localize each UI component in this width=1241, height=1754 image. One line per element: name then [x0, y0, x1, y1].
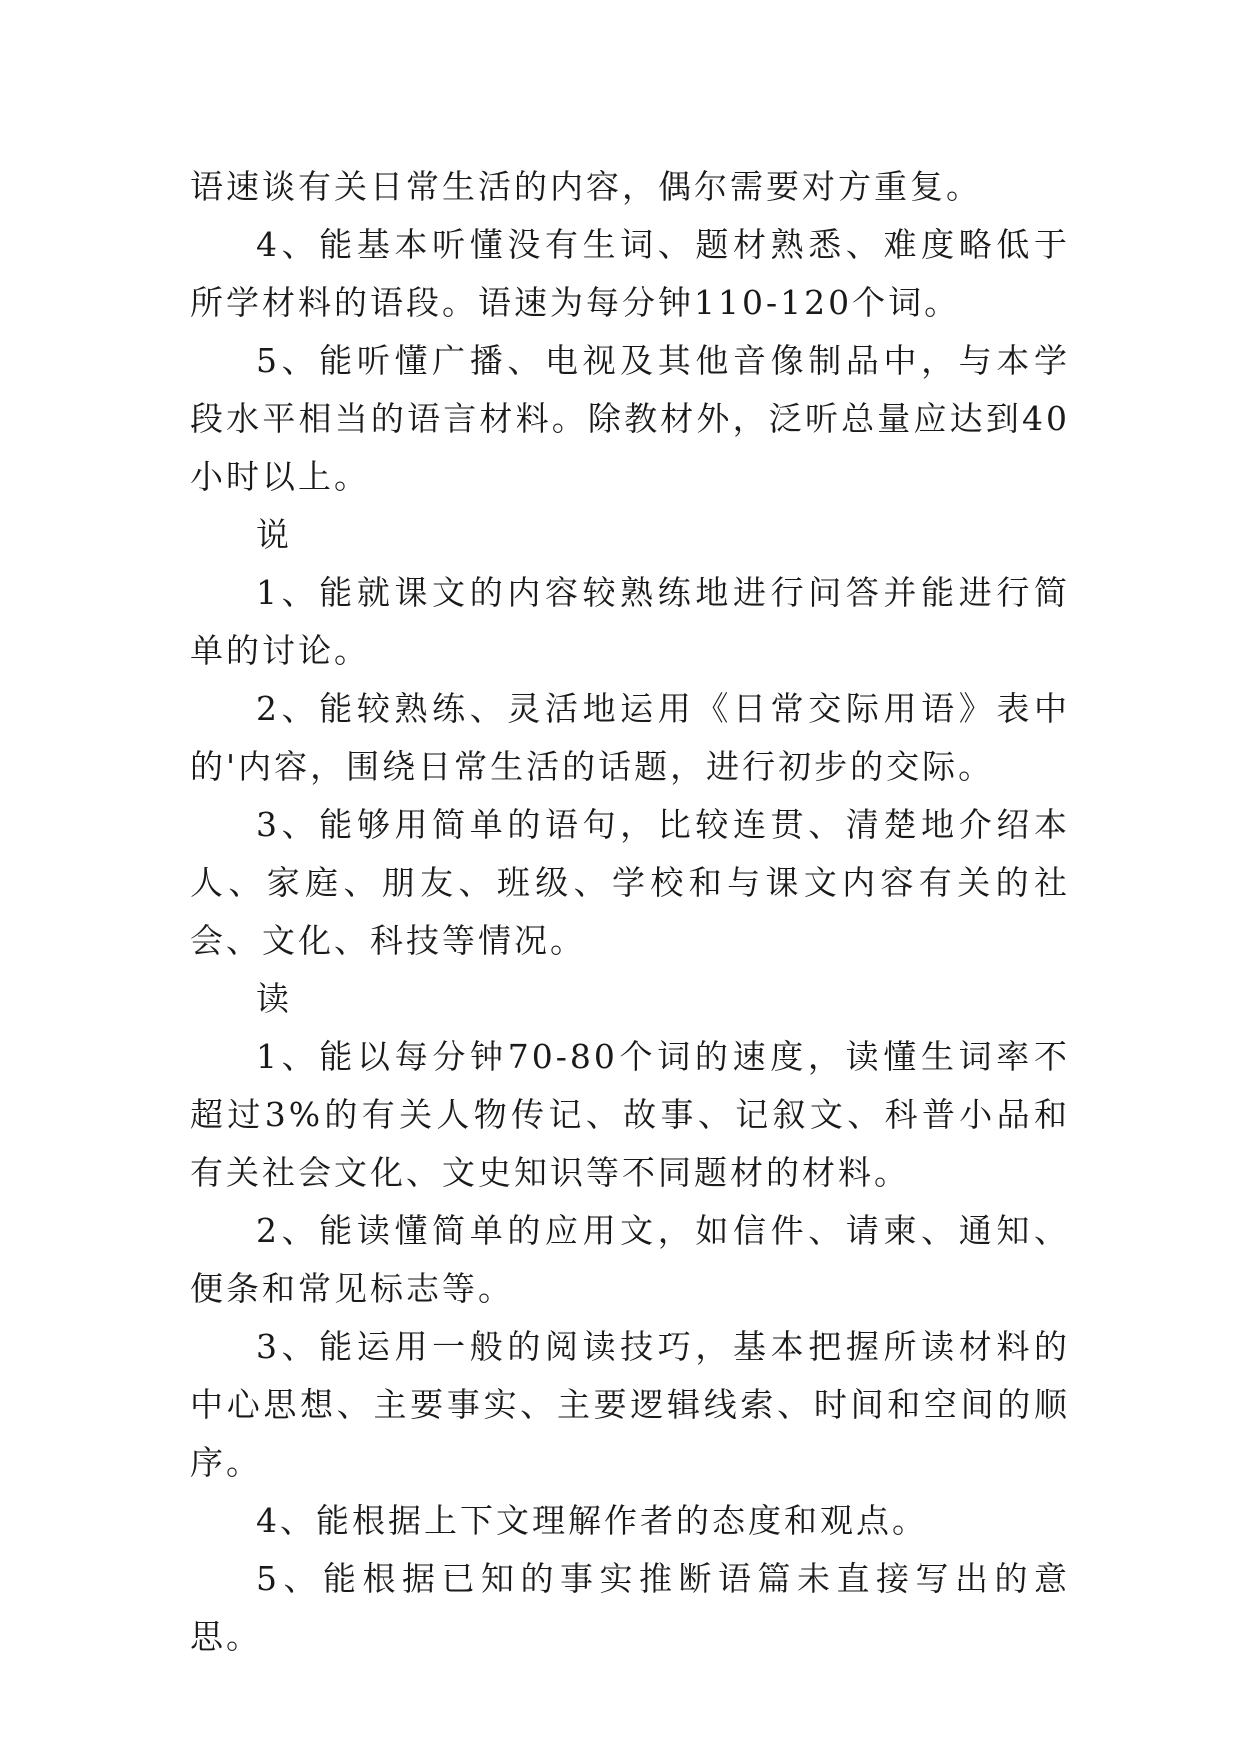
paragraph-reading-5: 5、能根据已知的事实推断语篇未直接写出的意思。 — [190, 1559, 1070, 1656]
paragraph-speaking-2: 2、能较熟练、灵活地运用《日常交际用语》表中的'内容，围绕日常生活的话题，进行初步的交际。 — [190, 689, 1070, 786]
section-heading-reading: 读 — [256, 979, 292, 1018]
paragraph-speaking-3: 3、能够用简单的语句，比较连贯、清楚地介绍本人、家庭、朋友、班级、学校和与课文内容有关的社会、文化、科技等情况。 — [190, 805, 1070, 960]
paragraph-listening-4: 4、能基本听懂没有生词、题材熟悉、难度略低于所学材料的语段。语速为每分钟110-120个词。 — [190, 225, 1070, 322]
paragraph-continuation: 语速谈有关日常生活的内容，偶尔需要对方重复。 — [190, 167, 982, 206]
paragraph-reading-4: 4、能根据上下文理解作者的态度和观点。 — [256, 1501, 928, 1540]
document-body — [190, 158, 1070, 1666]
paragraph-reading-2: 2、能读懂简单的应用文，如信件、请柬、通知、便条和常见标志等。 — [190, 1211, 1070, 1308]
paragraph-listening-5: 5、能听懂广播、电视及其他音像制品中，与本学段水平相当的语言材料。除教材外，泛听总量应达到40小时以上。 — [190, 341, 1070, 496]
paragraph-reading-1: 1、能以每分钟70-80个词的速度，读懂生词率不超过3%的有关人物传记、故事、记叙文、科普小品和有关社会文化、文史知识等不同题材的材料。 — [190, 1037, 1070, 1192]
paragraph-speaking-1: 1、能就课文的内容较熟练地进行问答并能进行简单的讨论。 — [190, 573, 1070, 670]
section-heading-speaking: 说 — [256, 515, 292, 554]
paragraph-reading-3: 3、能运用一般的阅读技巧，基本把握所读材料的中心思想、主要事实、主要逻辑线索、时间和空间的顺序。 — [190, 1327, 1070, 1482]
